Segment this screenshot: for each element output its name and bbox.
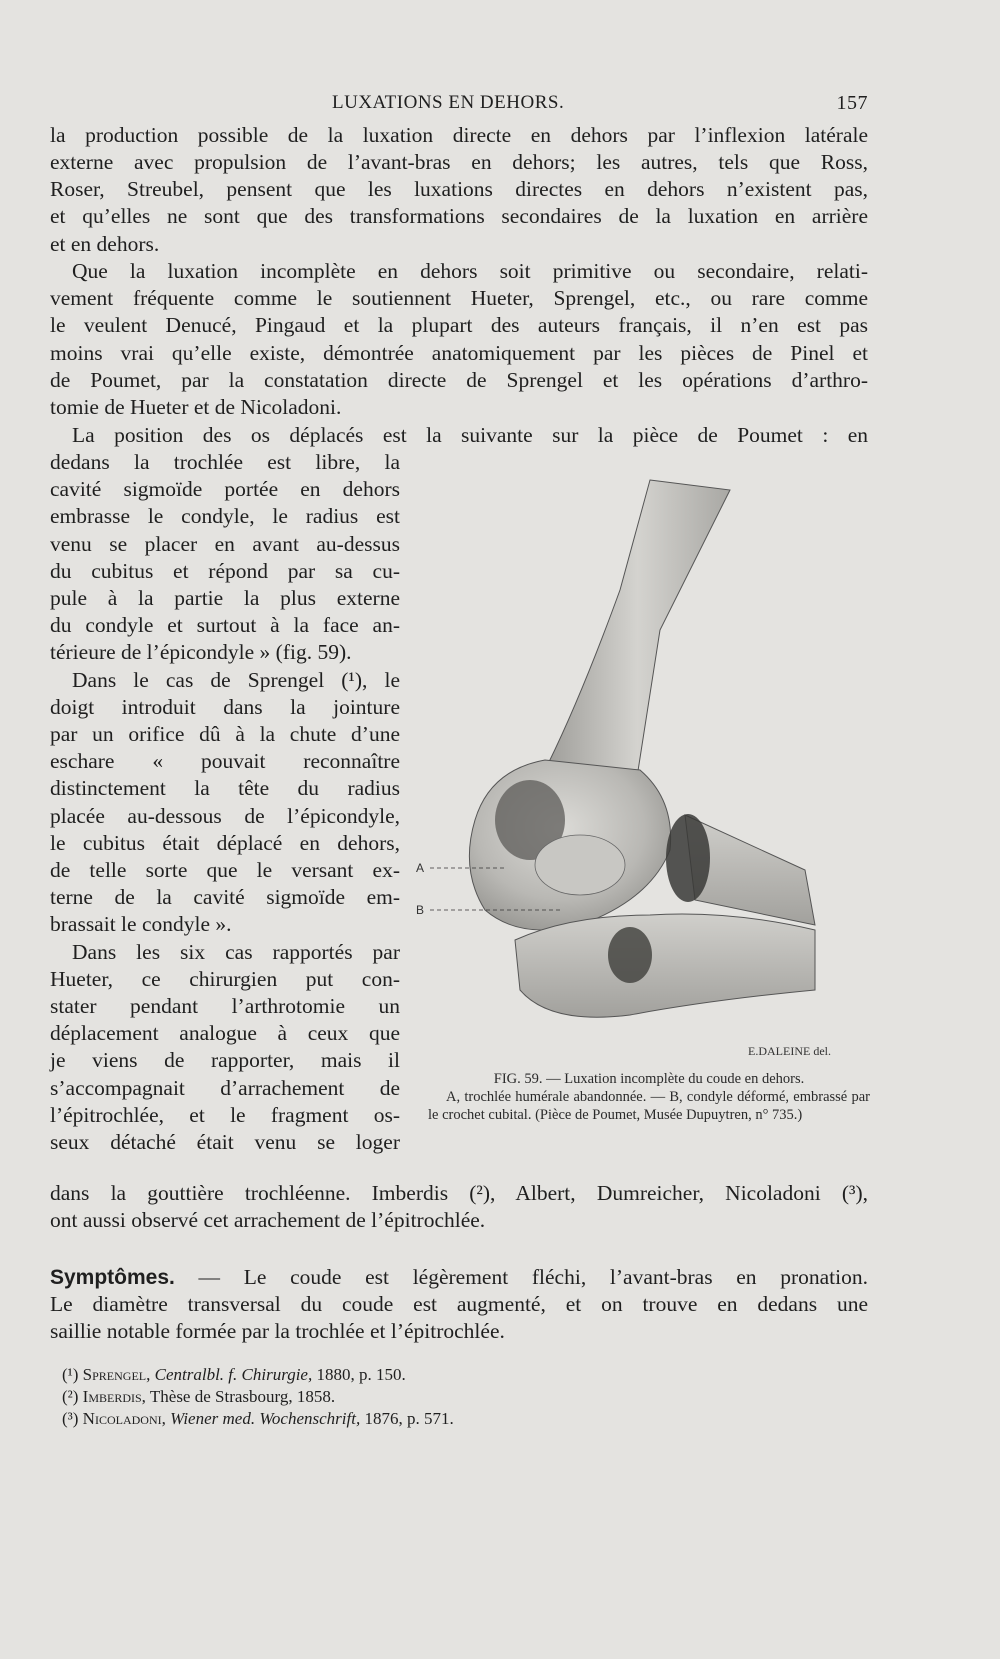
text-line: le cubitus était déplacé en dehors, (50, 830, 400, 855)
text-line: Dans les six cas rapportés par (72, 939, 400, 964)
footnote-mark: (¹) (62, 1365, 79, 1384)
text-line: du cubitus et répond par sa cu- (50, 558, 400, 583)
footnote-title: Wiener med. Wochenschrift, (170, 1409, 361, 1428)
caption-body: A, trochlée humérale abandonnée. — B, condyle déformé, embrassé par le crochet cubital. (Pièce de Poumet, Musée Dupuytren, n° 735.) (428, 1089, 870, 1123)
footnote-author: Sprengel, (82, 1365, 151, 1384)
symptoms-heading: Symptômes. (50, 1266, 175, 1289)
footnote (62, 1364, 762, 1386)
symptoms-first-line (50, 1264, 868, 1291)
caption-title: FIG. 59. — Luxation incomplète du coude en dehors. (493, 1071, 805, 1087)
label-b: B (416, 903, 425, 917)
figure-caption (428, 1070, 870, 1124)
text-line: moins vrai qu’elle existe, démontrée anatomiquement par les pièces de Pinel et (50, 341, 868, 365)
symptoms-text: — Le coude est légèrement fléchi, l’avant-bras en pronation. (174, 1265, 868, 1289)
footnote-reference: 1880, p. 150. (316, 1365, 406, 1384)
text-line: brassait le condyle ». (50, 912, 232, 937)
footnote (62, 1408, 762, 1430)
text-line: vement fréquente comme le soutiennent Hueter, Sprengel, etc., ou rare comme (50, 286, 868, 310)
text-line: la production possible de la luxation directe en dehors par l’inflexion latérale (50, 123, 868, 147)
footnote-reference: 1876, p. 571. (364, 1409, 454, 1428)
label-a: A (416, 861, 425, 875)
text-line: de Poumet, par la constatation directe de Sprengel et les opérations d’arthro- (50, 368, 868, 392)
text-line: distinctement la tête du radius (50, 776, 400, 801)
text-line: tomie de Hueter et de Nicoladoni. (50, 395, 342, 419)
footnote-author: Imberdis, (82, 1387, 146, 1406)
text-line: dedans la trochlée est libre, la (50, 450, 400, 474)
text-line: et qu’elles ne sont que des transformations secondaires de la luxation en arrière (50, 204, 868, 228)
text-line: venu se placer en avant au-dessus (50, 531, 400, 556)
text-line: saillie notable formée par la trochlée et l’épitrochlée. (50, 1319, 505, 1343)
text-line: de telle sorte que le versant ex- (50, 858, 400, 883)
text-line: doigt introduit dans la jointure (50, 694, 400, 719)
text-line: cavité sigmoïde portée en dehors (50, 477, 400, 502)
text-line: je viens de rapporter, mais il (50, 1048, 400, 1073)
text-line: Le diamètre transversal du coude est augmenté, et on trouve en dedans une (50, 1292, 868, 1316)
text-line: et en dehors. (50, 232, 160, 256)
text-line: dans la gouttière trochléenne. Imberdis (²), Albert, Dumreicher, Nicoladoni (³), (50, 1181, 868, 1205)
text-line: terne de la cavité sigmoïde em- (50, 885, 400, 910)
text-line: externe avec propulsion de l’avant-bras en dehors; les autres, tels que Ross, (50, 150, 868, 174)
page-number: 157 (836, 92, 868, 114)
narrow-column (50, 449, 400, 1156)
text-line: pule à la partie la plus externe (50, 586, 400, 611)
text-line: ont aussi observé cet arrachement de l’épitrochlée. (50, 1208, 486, 1232)
footnote-reference: Thèse de Strasbourg, 1858. (149, 1387, 336, 1406)
text-line: Hueter, ce chirurgien put con- (50, 966, 400, 991)
text-line: par un orifice dû à la chute d’une (50, 722, 400, 747)
text-line: Que la luxation incomplète en dehors soit primitive ou secondaire, relati- (72, 259, 868, 283)
artist-signature: E.DALEINE del. (748, 1044, 831, 1058)
footnote-author: Nicoladoni, (82, 1409, 166, 1428)
footnote-title: Centralbl. f. Chirurgie, (154, 1365, 313, 1384)
text-line: Dans le cas de Sprengel (¹), le (72, 667, 400, 692)
text-line: placée au-dessous de l’épicondyle, (50, 803, 400, 828)
text-line: stater pendant l’arthrotomie un (50, 994, 400, 1019)
paragraph-3-first-line: La position des os déplacés est la suivante sur la pièce de Poumet : en (72, 423, 868, 447)
text-line: l’épitrochlée, et le fragment os- (50, 1102, 400, 1127)
figure-59-elbow-illustration (416, 470, 870, 1065)
text-line: embrasse le condyle, le radius est (50, 504, 400, 529)
text-line: térieure de l’épicondyle » (fig. 59). (50, 640, 352, 665)
footnote-mark: (²) (62, 1387, 79, 1406)
text-line: s’accompagnait d’arrachement de (50, 1075, 400, 1100)
text-line: déplacement analogue à ceux que (50, 1021, 400, 1046)
footnote-mark: (³) (62, 1409, 79, 1428)
elbow-bone-drawing (416, 470, 870, 1065)
text-line: le veulent Denucé, Pingaud et la plupart des auteurs français, il n’en est pas (50, 313, 868, 337)
text-line: Roser, Streubel, pensent que les luxations directes en dehors n’existent pas, (50, 177, 868, 201)
text-line: seux détaché était venu se loger (50, 1130, 400, 1155)
footnotes (62, 1364, 762, 1430)
footnote (62, 1386, 762, 1408)
text-line: du condyle et surtout à la face an- (50, 613, 400, 638)
text-line: eschare « pouvait reconnaître (50, 749, 400, 774)
page-header (50, 92, 868, 120)
running-title: LUXATIONS EN DEHORS. (332, 92, 565, 113)
